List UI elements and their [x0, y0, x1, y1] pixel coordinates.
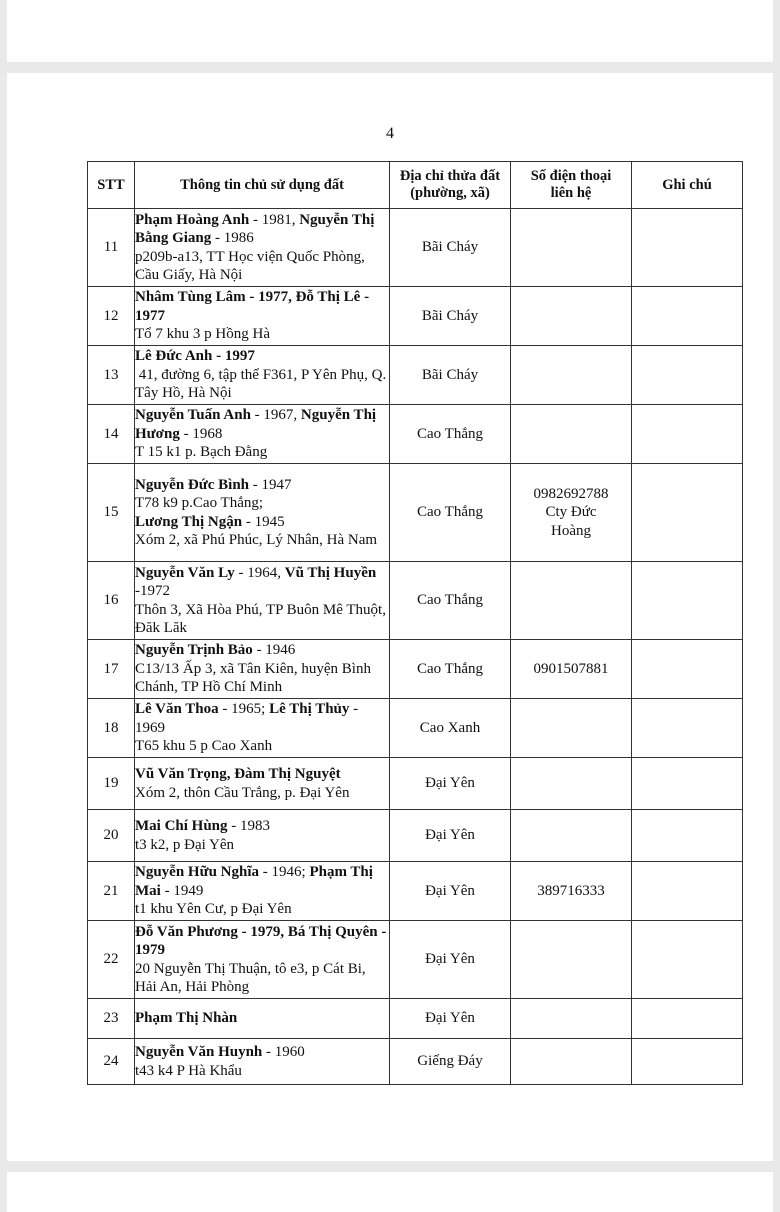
- row-stt: 16: [88, 562, 135, 640]
- header-phone-line2: liên hệ: [550, 185, 592, 201]
- owner-name: Nguyễn Tuấn Anh: [135, 407, 251, 424]
- owner-name: Nguyễn Văn Ly: [135, 564, 235, 581]
- document-page: [7, 73, 773, 1161]
- row-stt: 15: [88, 464, 135, 562]
- owner-name: Phạm Hoàng Anh: [135, 211, 250, 228]
- owner-address: T 15 k1 p. Bạch Đằng: [135, 444, 268, 461]
- row-note: [632, 1039, 743, 1085]
- owner-names: [135, 1043, 389, 1062]
- row-phone: [511, 405, 632, 464]
- table-body: [88, 209, 743, 1085]
- row-phone: [511, 921, 632, 999]
- header-parcel-address-line2: (phường, xã): [410, 185, 490, 201]
- owner-names: [135, 564, 389, 601]
- row-note: [632, 287, 743, 346]
- row-phone: [511, 464, 632, 562]
- owner-names: [135, 700, 389, 737]
- owner-name: Lương Thị Ngận: [135, 513, 243, 530]
- owner-birth-year: -1972: [135, 583, 170, 599]
- owner-names: [135, 923, 389, 960]
- owner-name: Nguyễn Thị Hương: [135, 407, 377, 442]
- phone-line: 0901507881: [533, 660, 609, 677]
- table-row: [88, 999, 743, 1039]
- row-phone: [511, 758, 632, 810]
- owner-address: Xóm 2, thôn Cầu Trắng, p. Đại Yên: [135, 784, 350, 801]
- row-stt: 18: [88, 699, 135, 758]
- owner-address: t43 k4 P Hà Khẩu: [135, 1062, 242, 1079]
- owner-name: Nguyễn Hữu Nghĩa: [135, 864, 260, 881]
- owner-address: C13/13 Ấp 3, xã Tân Kiên, huyện Bình Chánh, TP Hồ Chí Minh: [135, 660, 375, 696]
- owner-name: Nhâm Tùng Lâm - 1977, Đỗ Thị Lê - 1977: [135, 289, 370, 324]
- owner-birth-year: - 1946: [252, 642, 296, 659]
- row-stt: 22: [88, 921, 135, 999]
- owner-name: Phạm Thị Mai: [135, 864, 373, 899]
- owner-names: [135, 863, 389, 900]
- owner-names: [135, 1009, 389, 1028]
- row-parcel-address: Bãi Cháy: [390, 287, 511, 346]
- owner-birth-year: - 1946;: [259, 864, 310, 881]
- table-row: [88, 862, 743, 921]
- table-row: [88, 921, 743, 999]
- owner-name: Nguyễn Thị Bằng Giang: [135, 211, 375, 246]
- row-parcel-address: Đại Yên: [390, 810, 511, 862]
- owner-name: Nguyễn Trịnh Bảo: [135, 642, 253, 659]
- row-parcel-address: Đại Yên: [390, 862, 511, 921]
- row-stt: 20: [88, 810, 135, 862]
- owner-names: [135, 641, 389, 660]
- owner-name: Vũ Văn Trọng, Đàm Thị Nguyệt: [135, 766, 341, 782]
- row-phone: [511, 640, 632, 699]
- page-number: 4: [386, 125, 394, 142]
- row-stt: 21: [88, 862, 135, 921]
- row-note: [632, 758, 743, 810]
- row-parcel-address: Cao Xanh: [390, 699, 511, 758]
- owner-name: Nguyễn Văn Huynh: [135, 1044, 263, 1060]
- row-phone: [511, 1039, 632, 1085]
- owner-address: Xóm 2, xã Phú Phúc, Lý Nhân, Hà Nam: [135, 532, 378, 548]
- owner-name: Phạm Thị Nhàn: [135, 1010, 238, 1027]
- header-parcel-address-line1: Địa chỉ thửa đất: [399, 168, 501, 184]
- row-parcel-address: Giếng Đáy: [390, 1039, 511, 1085]
- owner-birth-year: - 1967,: [250, 407, 301, 424]
- row-stt: 23: [88, 999, 135, 1039]
- row-note: [632, 405, 743, 464]
- row-owner-info: [135, 405, 390, 464]
- owner-address: 20 Nguyễn Thị Thuận, tô e3, p Cát Bi, Hải An, Hải Phòng: [135, 960, 370, 995]
- row-owner-info: [135, 346, 390, 405]
- row-note: [632, 346, 743, 405]
- table-row: [88, 758, 743, 810]
- phone-line: 0982692788: [533, 485, 609, 502]
- owner-address: Tổ 7 khu 3 p Hồng Hà: [135, 326, 270, 343]
- land-owner-table: [87, 161, 743, 1085]
- row-owner-info: [135, 862, 390, 921]
- owner-names: [135, 765, 389, 784]
- row-phone: [511, 862, 632, 921]
- row-owner-info: [135, 562, 390, 640]
- row-note: [632, 810, 743, 862]
- owner-birth-year: - 1965;: [218, 701, 270, 718]
- table-row: [88, 346, 743, 405]
- row-owner-info: [135, 209, 390, 287]
- row-phone: [511, 810, 632, 862]
- table-row: [88, 699, 743, 758]
- row-parcel-address: Đại Yên: [390, 758, 511, 810]
- row-owner-info: [135, 1039, 390, 1085]
- row-parcel-address: Cao Thắng: [390, 640, 511, 699]
- row-owner-info: [135, 999, 390, 1039]
- row-owner-info: [135, 758, 390, 810]
- table-row: [88, 1039, 743, 1085]
- owner-name: Nguyễn Đức Bình: [135, 476, 250, 493]
- header-owner-info: Thông tin chủ sử dụng đất: [135, 162, 390, 209]
- owner-birth-year: - 1960: [262, 1044, 305, 1060]
- owner-names: [135, 513, 389, 532]
- header-parcel-address: [390, 162, 511, 209]
- row-stt: 24: [88, 1039, 135, 1085]
- row-parcel-address: Cao Thắng: [390, 562, 511, 640]
- owner-address: p209b-a13, TT Học viện Quốc Phòng, Cầu Giấy, Hà Nội: [135, 248, 369, 283]
- owner-names: [135, 406, 389, 443]
- owner-address: Thôn 3, Xã Hòa Phú, TP Buôn Mê Thuột, Đăk Lăk: [135, 601, 390, 636]
- row-phone: [511, 209, 632, 287]
- phone-line: Cty Đức: [545, 504, 597, 521]
- row-stt: 17: [88, 640, 135, 699]
- row-note: [632, 999, 743, 1039]
- row-phone: [511, 699, 632, 758]
- owner-birth-year: - 1981,: [249, 211, 300, 228]
- row-stt: 13: [88, 346, 135, 405]
- owner-name: Lê Đức Anh - 1997: [135, 348, 255, 365]
- owner-names: [135, 476, 389, 495]
- header-phone: [511, 162, 632, 209]
- row-phone: [511, 346, 632, 405]
- row-parcel-address: Cao Thắng: [390, 464, 511, 562]
- row-stt: 11: [88, 209, 135, 287]
- row-stt: 12: [88, 287, 135, 346]
- row-phone: [511, 287, 632, 346]
- row-parcel-address: Bãi Cháy: [390, 209, 511, 287]
- owner-birth-year: - 1983: [227, 818, 271, 834]
- row-parcel-address: Đại Yên: [390, 921, 511, 999]
- owner-name: Đỗ Văn Phương - 1979, Bá Thị Quyên - 1979: [135, 923, 387, 958]
- next-page-sheet: [7, 1172, 773, 1212]
- owner-name: Vũ Thị Huyền: [284, 564, 377, 581]
- row-note: [632, 640, 743, 699]
- row-note: [632, 562, 743, 640]
- table-row: [88, 640, 743, 699]
- row-parcel-address: Bãi Cháy: [390, 346, 511, 405]
- table-row: [88, 287, 743, 346]
- owner-address: t3 k2, p Đại Yên: [135, 836, 235, 853]
- row-stt: 19: [88, 758, 135, 810]
- table-row: [88, 464, 743, 562]
- owner-name: Lê Văn Thoa: [135, 701, 219, 718]
- row-owner-info: [135, 810, 390, 862]
- row-owner-info: [135, 287, 390, 346]
- row-owner-info: [135, 640, 390, 699]
- owner-birth-year: - 1968: [179, 425, 223, 442]
- owner-names: [135, 347, 389, 366]
- table-row: [88, 405, 743, 464]
- owner-address: 41, đường 6, tập thể F361, P Yên Phụ, Q. Tây Hồ, Hà Nội: [135, 366, 390, 402]
- row-owner-info: [135, 921, 390, 999]
- phone-line: 389716333: [537, 882, 605, 899]
- row-parcel-address: Cao Thắng: [390, 405, 511, 464]
- row-stt: 14: [88, 405, 135, 464]
- owner-address: T65 khu 5 p Cao Xanh: [135, 738, 273, 755]
- owner-birth-year: - 1945: [242, 513, 285, 530]
- row-note: [632, 862, 743, 921]
- row-parcel-address: Đại Yên: [390, 999, 511, 1039]
- owner-name: Mai Chí Hùng: [135, 818, 228, 834]
- table-row: [88, 209, 743, 287]
- owner-birth-year: - 1964,: [234, 564, 285, 581]
- owner-name: Lê Thị Thủy: [269, 701, 350, 718]
- owner-names: [135, 817, 389, 836]
- header-phone-line1: Số điện thoại: [530, 168, 612, 184]
- owner-birth-year: - 1949: [160, 882, 204, 899]
- row-note: [632, 921, 743, 999]
- owner-birth-year: - 1969: [135, 701, 359, 736]
- owner-address: T78 k9 p.Cao Thắng;: [135, 495, 264, 511]
- row-note: [632, 209, 743, 287]
- table-row: [88, 562, 743, 640]
- table-row: [88, 810, 743, 862]
- row-note: [632, 699, 743, 758]
- row-phone: [511, 562, 632, 640]
- header-note: Ghi chú: [632, 162, 743, 209]
- owner-birth-year: - 1986: [211, 230, 254, 246]
- row-owner-info: [135, 464, 390, 562]
- owner-birth-year: - 1947: [249, 476, 292, 493]
- row-phone: [511, 999, 632, 1039]
- table-header-row: [88, 162, 743, 209]
- row-note: [632, 464, 743, 562]
- row-owner-info: [135, 699, 390, 758]
- phone-line: Hoàng: [551, 522, 591, 539]
- owner-names: [135, 288, 389, 325]
- previous-page-sheet: [7, 0, 773, 62]
- owner-names: [135, 211, 389, 248]
- header-stt: STT: [88, 162, 135, 209]
- owner-address: t1 khu Yên Cư, p Đại Yên: [135, 901, 292, 918]
